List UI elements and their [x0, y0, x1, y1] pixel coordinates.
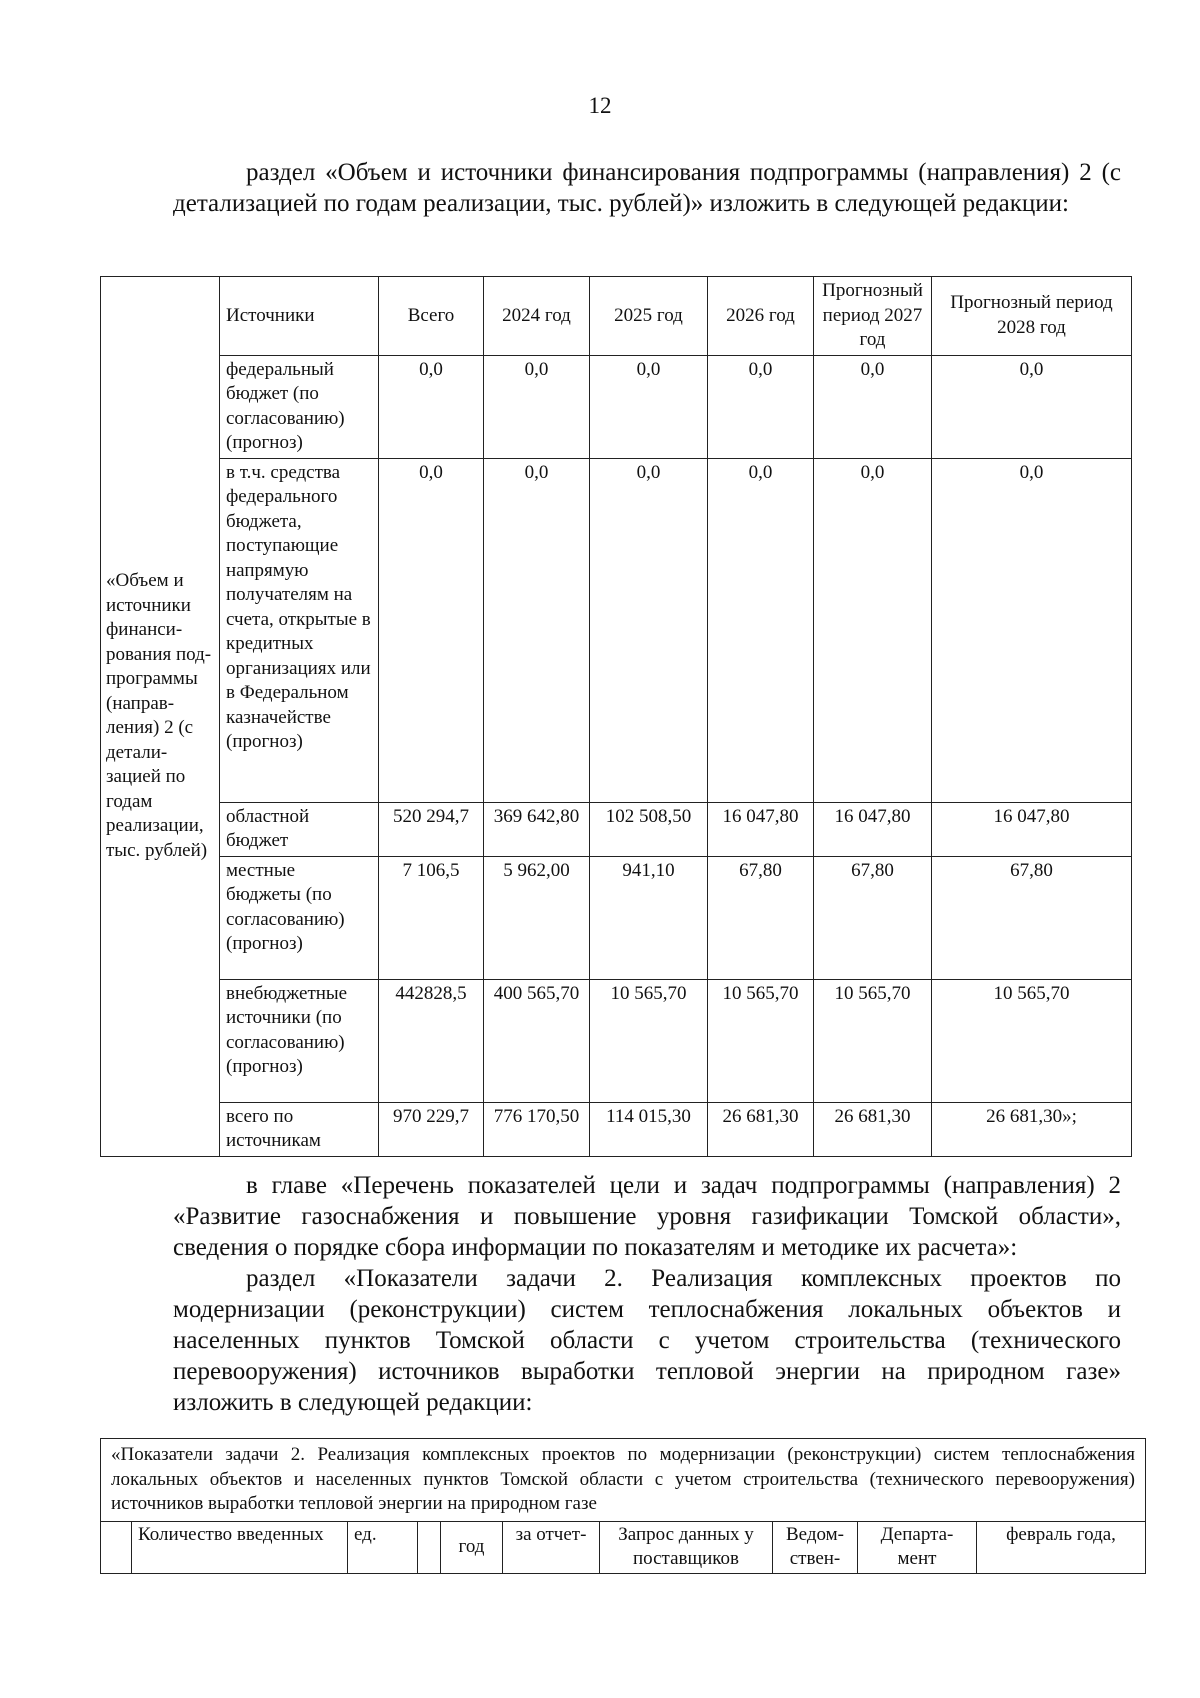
header-2026: 2026 год [708, 277, 814, 356]
value-cell: 10 565,70 [932, 979, 1132, 1102]
header-2025: 2025 год [590, 277, 708, 356]
page-number: 12 [588, 93, 612, 118]
value-cell: 26 681,30 [814, 1102, 932, 1156]
value-cell: 0,0 [708, 355, 814, 458]
value-cell: 0,0 [379, 355, 484, 458]
value-cell: 5 962,00 [484, 856, 590, 979]
row-number-cell [101, 1521, 132, 1573]
value-cell: 0,0 [484, 458, 590, 802]
value-cell: 0,0 [932, 458, 1132, 802]
indicators-caption-row [101, 1439, 1146, 1522]
value-cell: 0,0 [379, 458, 484, 802]
value-cell: 776 170,50 [484, 1102, 590, 1156]
indicators-table [100, 1438, 1146, 1574]
value-cell: 67,80 [814, 856, 932, 979]
method-cell: Запрос данных у поставщиков [600, 1521, 773, 1573]
value-cell: 442828,5 [379, 979, 484, 1102]
basis-cell: за отчет- [503, 1521, 600, 1573]
indicator-name-cell: Количество введенных [132, 1521, 348, 1573]
value-cell: 7 106,5 [379, 856, 484, 979]
value-cell: 16 047,80 [814, 802, 932, 856]
value-cell: 26 681,30 [708, 1102, 814, 1156]
financing-row-label: «Объем и источники финанси-рования под-программы (направ-ления) 2 (с детали-зацией по годам реализации, тыс. рублей) [101, 277, 220, 1157]
unit-cell: ед. [348, 1521, 418, 1573]
section-paragraph: раздел «Показатели задачи 2. Реализация комплексных проектов по модернизации (реконструкции) систем теплоснабжения локальных объектов и населенных пунктов Томской области с учетом строительства (технического перевооружения) источников выработки тепловой энергии на природном газе» изложить в следующей редакции: [173, 1265, 1121, 1416]
chapter-paragraph: в главе «Перечень показателей цели и задач подпрограммы (направления) 2 «Развитие газоснабжения и повышение уровня газификации Томской области», сведения о порядке сбора информации по показателям и методике их расчета»: [173, 1172, 1121, 1261]
header-2028: Прогнозный период 2028 год [932, 277, 1132, 356]
value-cell: 0,0 [814, 458, 932, 802]
source-cell: в т.ч. средства федерального бюджета, поступающие напрямую получателям на счета, открытые в кредитных организациях или в Федеральном казначействе (прогноз) [220, 458, 379, 802]
header-sources: Источники [220, 277, 379, 356]
value-cell: 970 229,7 [379, 1102, 484, 1156]
source-cell: местные бюджеты (по согласованию) (прогноз) [220, 856, 379, 979]
source-cell: внебюджетные источники (по согласованию) (прогноз) [220, 979, 379, 1102]
table-row [101, 458, 1132, 802]
value-cell: 10 565,70 [814, 979, 932, 1102]
value-cell: 0,0 [590, 355, 708, 458]
intro-paragraph: раздел «Объем и источники финансирования подпрограммы (направления) 2 (с детализацией по годам реализации, тыс. рублей)» изложить в следующей редакции: [173, 159, 1121, 217]
value-cell: 400 565,70 [484, 979, 590, 1102]
value-cell: 16 047,80 [932, 802, 1132, 856]
source-cell: всего по источникам [220, 1102, 379, 1156]
financing-header-row [101, 277, 1132, 356]
empty-cell [418, 1521, 441, 1573]
data-source-cell: Ведом-ствен- [773, 1521, 858, 1573]
header-2024: 2024 год [484, 277, 590, 356]
value-cell: 102 508,50 [590, 802, 708, 856]
value-cell: 26 681,30»; [932, 1102, 1132, 1156]
header-2027: Прогнозный период 2027 год [814, 277, 932, 356]
value-cell: 0,0 [484, 355, 590, 458]
value-cell: 0,0 [590, 458, 708, 802]
value-cell: 67,80 [932, 856, 1132, 979]
table-row [101, 856, 1132, 979]
value-cell: 520 294,7 [379, 802, 484, 856]
table-row [101, 355, 1132, 458]
value-cell: 10 565,70 [590, 979, 708, 1102]
responsible-cell: Департа-мент [858, 1521, 977, 1573]
value-cell: 0,0 [814, 355, 932, 458]
value-cell: 67,80 [708, 856, 814, 979]
value-cell: 369 642,80 [484, 802, 590, 856]
value-cell: 941,10 [590, 856, 708, 979]
value-cell: 10 565,70 [708, 979, 814, 1102]
value-cell: 114 015,30 [590, 1102, 708, 1156]
source-cell: федеральный бюджет (по согласованию) (прогноз) [220, 355, 379, 458]
indicators-caption: «Показатели задачи 2. Реализация комплексных проектов по модернизации (реконструкции) систем теплоснабжения локальных объектов и населенных пунктов Томской области с учетом строительства (технического перевооружения) источников выработки тепловой энергии на природном газе [101, 1439, 1146, 1522]
value-cell: 0,0 [708, 458, 814, 802]
financing-table [100, 276, 1132, 1157]
source-cell: областной бюджет [220, 802, 379, 856]
value-cell: 16 047,80 [708, 802, 814, 856]
table-row [101, 802, 1132, 856]
period-cell: год [441, 1521, 503, 1573]
table-row-total [101, 1102, 1132, 1156]
deadline-cell: февраль года, [977, 1521, 1146, 1573]
value-cell: 0,0 [932, 355, 1132, 458]
table-row [101, 979, 1132, 1102]
table-row [101, 1521, 1146, 1573]
header-total: Всего [379, 277, 484, 356]
